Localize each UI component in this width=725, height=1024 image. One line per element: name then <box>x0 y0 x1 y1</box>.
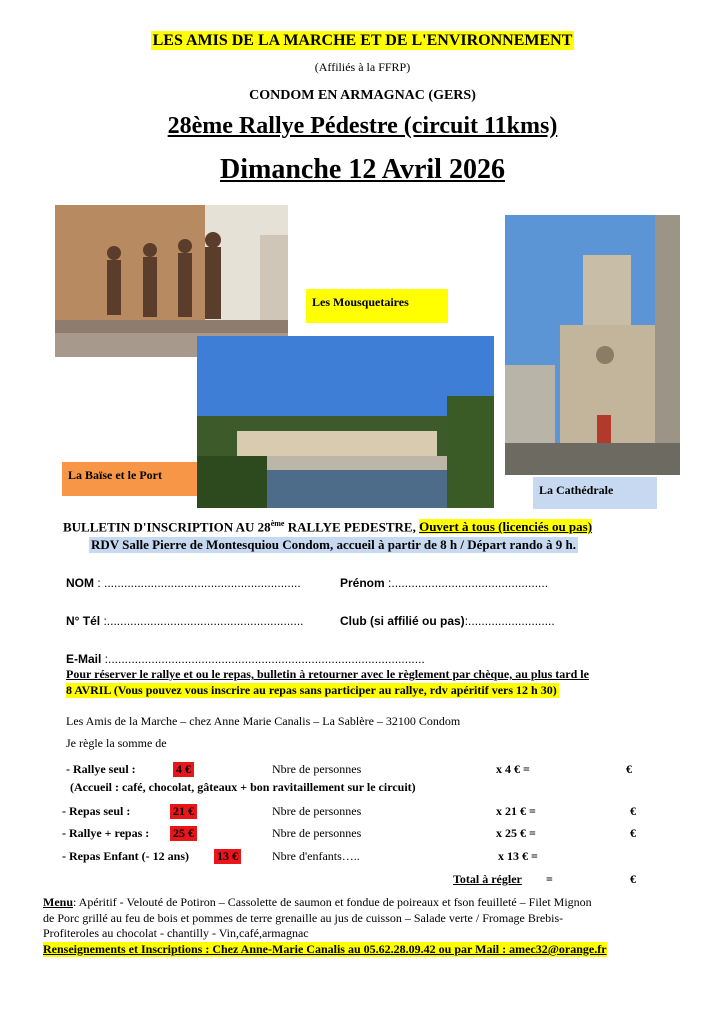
menu-label: Menu <box>43 895 73 909</box>
accueil-note: (Accueil : café, chocolat, gâteaux + bon ravitaillement sur le circuit) <box>70 780 416 794</box>
rallye-repas-price: 25 € <box>170 826 197 841</box>
total-label: Total à régler <box>453 872 522 886</box>
rdv-info: RDV Salle Pierre de Montesquiou Condom, accueil à partir de 8 h / Départ rando à 9 h. <box>91 537 576 552</box>
tel-dots: :........................................................... <box>100 614 304 628</box>
cathedrale-photo <box>505 215 680 475</box>
club-field[interactable] <box>340 614 555 628</box>
repas-enfant-price: 13 € <box>214 849 241 864</box>
tel-field[interactable] <box>66 614 304 628</box>
rallye-seul-price: 4 € <box>173 762 194 777</box>
nom-dots: : ........................................................... <box>94 576 301 590</box>
postal-address: Les Amis de la Marche – chez Anne Marie Canalis – La Sablère – 32100 Condom <box>66 714 461 728</box>
total-euro: € <box>630 872 636 886</box>
repas-enfant-calc: x 13 € = <box>498 849 538 863</box>
rallye-seul-persons[interactable]: Nbre de personnes <box>272 762 362 776</box>
email-field[interactable] <box>66 652 425 666</box>
port-caption: La Baïse et le Port <box>62 462 197 496</box>
rallye-repas-calc: x 25 € = <box>496 826 536 840</box>
repas-seul-price: 21 € <box>170 804 197 819</box>
nom-label: NOM <box>66 576 94 590</box>
repas-seul-persons[interactable]: Nbre de personnes <box>272 804 362 818</box>
club-label: Club (si affilié ou pas) <box>340 614 465 628</box>
menu-line-3: Profiteroles au chocolat - chantilly - Vin,café,armagnac <box>43 926 309 940</box>
email-label: E-Mail <box>66 652 102 666</box>
prenom-field[interactable] <box>340 576 548 590</box>
prenom-label: Prénom <box>340 576 385 590</box>
org-name: LES AMIS DE LA MARCHE ET DE L'ENVIRONNEMENT <box>152 32 573 49</box>
menu-line-1 <box>43 895 592 910</box>
rallye-repas-label: - Rallye + repas : <box>62 826 150 840</box>
repas-seul-euro: € <box>630 804 636 818</box>
repas-enfant-persons[interactable]: Nbre d'enfants….. <box>272 849 360 863</box>
event-title: 28ème Rallye Pédestre (circuit 11kms) <box>167 113 558 139</box>
email-dots: :............................................................................................... <box>101 652 425 666</box>
menu-line-2: de Porc grillé au feu de bois et pommes de terre grenaille au jus de cuisson – Salade verte / Fromage Brebis- <box>43 911 564 925</box>
repas-enfant-label: - Repas Enfant (- 12 ans) <box>62 849 190 863</box>
bulletin-title: BULLETIN D'INSCRIPTION AU 28 <box>63 519 271 535</box>
rallye-seul-euro: € <box>626 762 632 776</box>
payment-intro: Je règle la somme de <box>66 736 167 750</box>
prenom-dots: :............................................... <box>384 576 549 590</box>
club-dots: :.......................... <box>464 614 555 628</box>
repas-seul-calc: x 21 € = <box>496 804 536 818</box>
nom-field[interactable] <box>66 576 301 590</box>
reserve-deadline-line <box>66 683 559 698</box>
bulletin-title-end: RALLYE PEDESTRE, <box>284 519 416 535</box>
reserve-note: (Vous pouvez vous inscrire au repas sans participer au rallye, rdv apéritif vers 12 h 30) <box>113 683 557 697</box>
port-photo <box>197 336 494 508</box>
rallye-repas-euro: € <box>630 826 636 840</box>
total-eq: = <box>546 872 553 886</box>
reserve-date: 8 AVRIL <box>66 683 114 697</box>
city: CONDOM EN ARMAGNAC (GERS) <box>249 88 476 103</box>
mousquetaires-photo <box>55 205 288 357</box>
reserve-instructions: Pour réserver le rallye et ou le repas, bulletin à retourner avec le règlement par chèque, au plus tard le <box>66 667 589 681</box>
repas-seul-label: - Repas seul : <box>62 804 131 818</box>
contact-info: Renseignements et Inscriptions : Chez Anne-Marie Canalis au 05.62.28.09.42 ou par Mail : amec32@orange.fr <box>43 942 607 956</box>
bulletin-title-sup: ème <box>270 519 285 528</box>
rallye-repas-persons[interactable]: Nbre de personnes <box>272 826 362 840</box>
tel-label: N° Tél <box>66 614 101 628</box>
affiliation: (Affiliés à la FFRP) <box>314 60 411 74</box>
event-date: Dimanche 12 Avril 2026 <box>220 154 505 185</box>
menu-text-1: : Apéritif - Velouté de Potiron – Cassolette de saumon et fondue de poireaux et fson feuilleté – Filet Mignon <box>73 895 592 909</box>
org-header <box>0 32 725 50</box>
open-to-all: Ouvert à tous (licenciés ou pas) <box>419 519 593 535</box>
cathedrale-caption: La Cathédrale <box>533 477 657 509</box>
rallye-seul-calc: x 4 € = <box>496 762 530 776</box>
bulletin-title-line <box>63 519 592 535</box>
rallye-seul-label: - Rallye seul : <box>66 762 136 776</box>
mousquetaires-caption: Les Mousquetaires <box>306 289 448 323</box>
